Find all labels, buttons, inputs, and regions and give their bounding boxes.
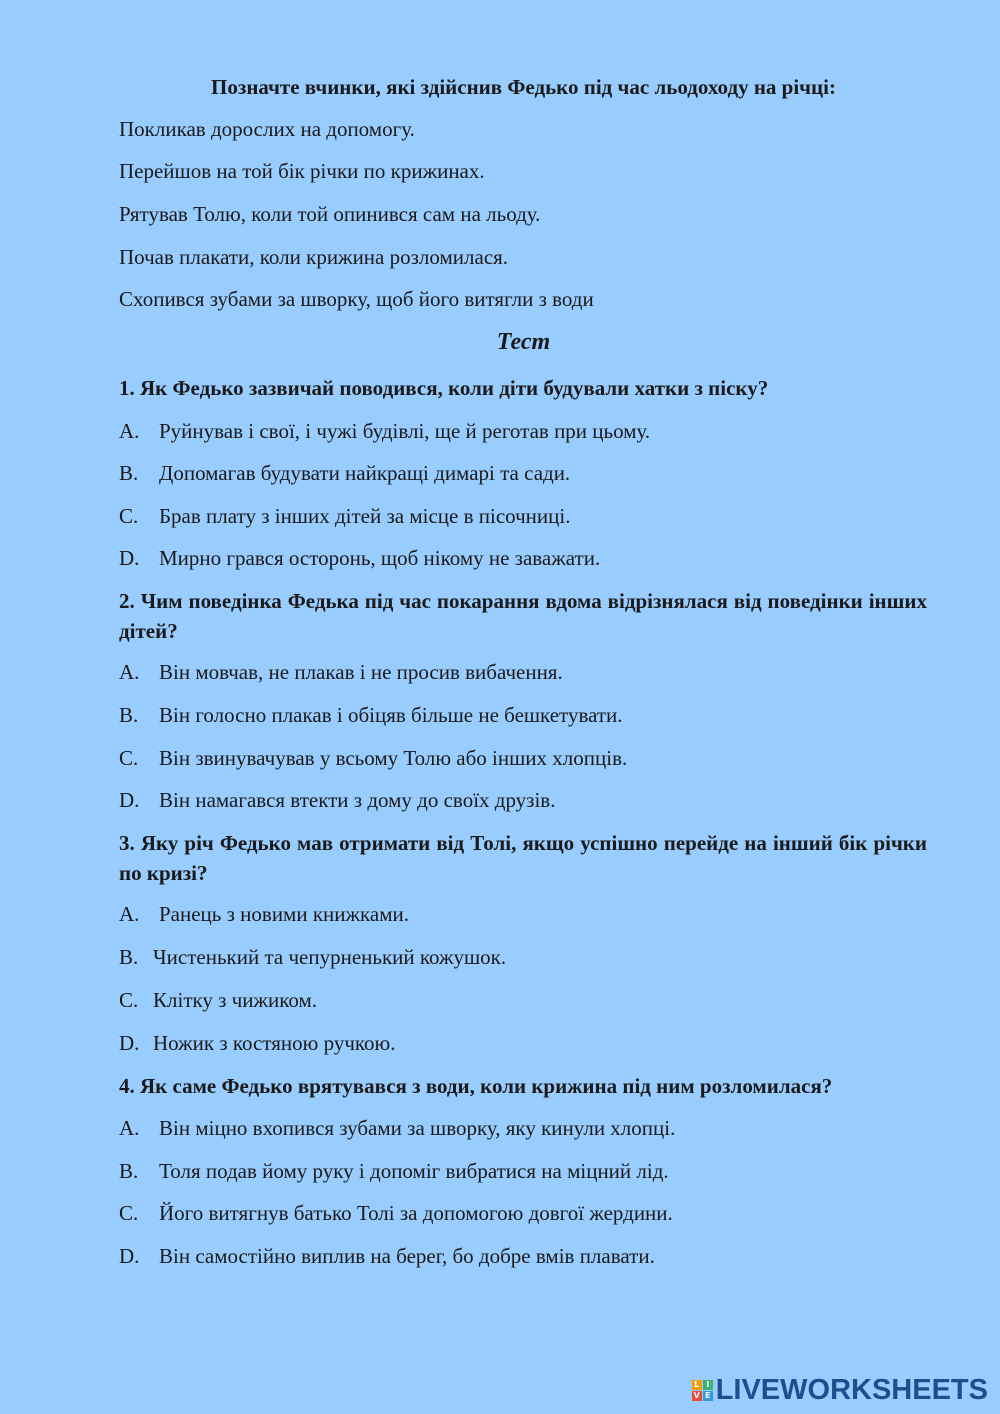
option-text: Він міцно вхопився зубами за шворку, яку кинули хлопці. [159,1116,676,1140]
option-text: Ранець з новими книжками. [159,902,410,926]
option-letter: B. [119,1159,139,1183]
liveworksheets-logo[interactable] [692,1373,988,1407]
action-item-5[interactable]: Схопився зубами за шворку, щоб його витягли з води [119,287,594,311]
option-text: Він самостійно виплив на берег, бо добре вмів плавати. [159,1244,655,1268]
question-3: 3. Яку річ Федько мав отримати від Толі, якщо успішно перейде на інший бік річки по кризі? [119,831,927,885]
question-1-option-c[interactable] [119,502,570,530]
question-3-option-a[interactable] [119,900,409,928]
option-letter: A. [119,419,140,443]
question-1: 1. Як Федько зазвичай поводився, коли діти будували хатки з піску? [119,376,769,400]
question-1-option-b[interactable] [119,459,570,487]
option-letter: C. [119,746,139,770]
option-text: Мирно грався осторонь, щоб нікому не заважати. [159,546,601,570]
logo-mark-letter: V [693,1390,700,1400]
liveworksheets-logo-icon [692,1380,713,1401]
option-letter: A. [119,902,140,926]
option-letter: A. [119,1116,140,1140]
question-4: 4. Як саме Федько врятувався з води, коли крижина під ним розломилася? [119,1074,833,1098]
option-text: Брав плату з інших дітей за місце в пісочниці. [159,504,571,528]
question-2-option-b[interactable] [119,701,623,729]
question-1-option-d[interactable] [119,544,600,572]
question-4-option-c[interactable] [119,1199,673,1227]
logo-text: LIVEWORKSHEETS [715,1373,988,1406]
option-text: Толя подав йому руку і допоміг вибратися на міцний лід. [159,1159,669,1183]
action-item-3[interactable]: Рятував Толю, коли той опинився сам на льоду. [119,202,541,226]
logo-mark-letter: I [703,1380,713,1390]
option-letter: D. [119,1031,140,1055]
logo-mark-letter: L [692,1380,702,1390]
question-2-option-c[interactable] [119,744,627,772]
option-letter: C. [119,1201,139,1225]
option-letter: C. [119,988,139,1012]
question-3-option-b[interactable] [119,943,506,971]
page-title: Позначте вчинки, які здійснив Федько під час льодоходу на річці: [211,75,836,99]
option-text: Клітку з чижиком. [153,988,318,1012]
logo-mark-letter: E [703,1391,713,1401]
option-text: Він мовчав, не плакав і не просив вибачення. [159,660,563,684]
option-letter: B. [119,945,139,969]
action-item-1[interactable]: Покликав дорослих на допомогу. [119,117,415,141]
question-3-option-c[interactable] [119,986,317,1014]
question-2: 2. Чим поведінка Федька під час покарання вдома відрізнялася від поведінки інших дітей? [119,589,927,643]
question-4-option-d[interactable] [119,1242,655,1270]
option-text: Він голосно плакав і обіцяв більше не бешкетувати. [159,703,623,727]
option-letter: D. [119,788,140,812]
option-text: Його витягнув батько Толі за допомогою довгої жердини. [159,1201,673,1225]
test-heading: Тест [496,329,551,355]
question-2-option-d[interactable] [119,786,555,814]
action-item-4[interactable]: Почав плакати, коли крижина розломилася. [119,245,509,269]
option-letter: D. [119,1244,140,1268]
question-4-option-a[interactable] [119,1114,675,1142]
option-text: Він намагався втекти з дому до своїх друзів. [159,788,556,812]
question-4-option-b[interactable] [119,1157,669,1185]
option-text: Він звинувачував у всьому Толю або інших хлопців. [159,746,628,770]
option-text: Допомагав будувати найкращі димарі та сади. [159,461,571,485]
question-1-option-a[interactable] [119,417,650,445]
option-text: Чистенький та чепурненький кожушок. [153,945,507,969]
option-letter: C. [119,504,139,528]
action-item-2[interactable]: Перейшов на той бік річки по крижинах. [119,159,485,183]
option-letter: A. [119,660,140,684]
option-letter: D. [119,546,140,570]
question-3-option-d[interactable] [119,1029,395,1057]
option-letter: B. [119,703,139,727]
option-text: Руйнував і свої, і чужі будівлі, ще й реготав при цьому. [159,419,651,443]
option-letter: B. [119,461,139,485]
option-text: Ножик з костяною ручкою. [153,1031,396,1055]
question-2-option-a[interactable] [119,658,563,686]
